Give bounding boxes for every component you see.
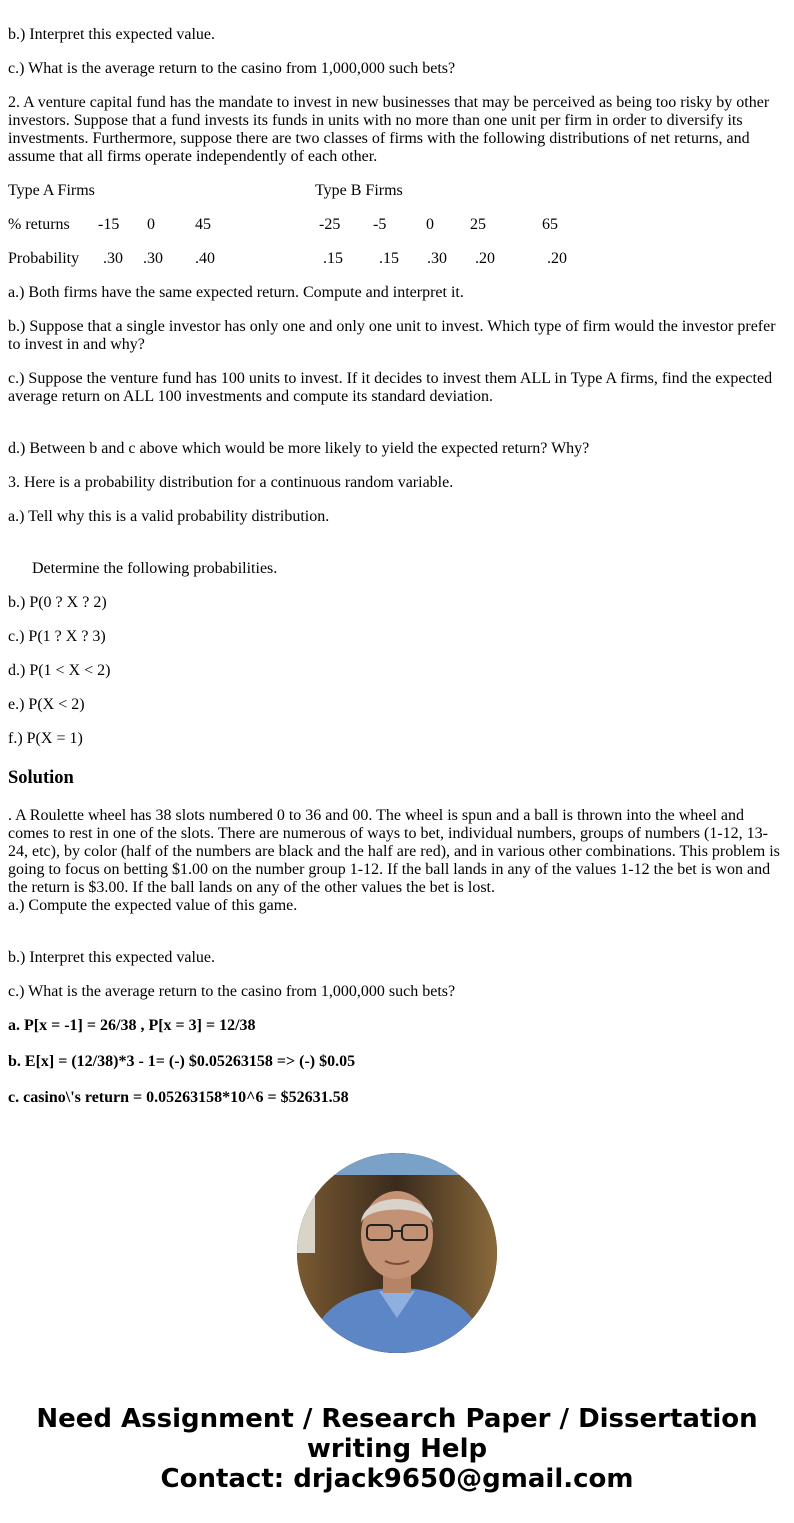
type-b-return: -25 <box>319 216 341 233</box>
q2-part-d: d.) Between b and c above which would be more likely to yield the expected return? Why? <box>8 440 590 457</box>
type-a-return: 0 <box>147 216 155 233</box>
solution-restated-question: . A Roulette wheel has 38 slots numbered 0 to 36 and 00. The wheel is spun and a ball is thrown into the wheel and comes to rest in one of the slots. There are numerous of ways to bet, individual numbers, groups of numbers (1-12, 13-24, etc), by color (half of the numbers are black and the half are red), and in various other combinations. This problem is going to focus on betting $1.00 on the number group 1-12. If the ball lands in any of the values 1-12 the bet is won and the return is $3.00. If the ball lands on any of the other values the bet is lost. <box>8 807 780 896</box>
type-a-prob: .30 <box>143 250 163 267</box>
type-b-return: 0 <box>426 216 434 233</box>
q2-part-b: b.) Suppose that a single investor has only one and only one unit to invest. Which type of firm would the investor prefer to invest in and why? <box>8 318 776 353</box>
type-b-label: Type B Firms <box>315 182 403 199</box>
type-b-prob: .15 <box>323 250 343 267</box>
solution-heading: Solution <box>8 768 74 788</box>
q2-part-a: a.) Both firms have the same expected return. Compute and interpret it. <box>8 284 464 301</box>
type-b-return: 25 <box>470 216 486 233</box>
author-photo-illustration <box>297 1153 497 1353</box>
q2-intro: 2. A venture capital fund has the mandate to invest in new businesses that may be perceived as being too risky by other investors. Suppose that a fund invests its funds in units with no more than one unit per firm in order to diversify its investments. Furthermore, suppose there are two classes of firms with the following distributions of net returns, and assume that all firms operate independently of each other. <box>8 94 770 165</box>
footer-contact-email: Contact: drjack9650@gmail.com <box>160 1464 634 1494</box>
q1-part-c: c.) What is the average return to the casino from 1,000,000 such bets? <box>8 60 456 77</box>
type-a-return: -15 <box>98 216 120 233</box>
q3-part-d: d.) P(1 < X < 2) <box>8 662 111 679</box>
q3-part-b: b.) P(0 ? X ? 2) <box>8 594 107 611</box>
answer-a: a. P[x = -1] = 26/38 , P[x = 3] = 12/38 <box>8 1017 256 1034</box>
footer-line-2: writing Help <box>306 1434 488 1464</box>
type-b-return: 65 <box>542 216 558 233</box>
type-b-prob: .20 <box>475 250 495 267</box>
q3-part-e: e.) P(X < 2) <box>8 696 85 713</box>
returns-label: % returns <box>8 216 70 233</box>
author-photo <box>297 1153 497 1353</box>
q2-part-c: c.) Suppose the venture fund has 100 units to invest. If it decides to invest them ALL in Type A firms, find the expected average return on ALL 100 investments and compute its standard deviation. <box>8 370 773 405</box>
solution-part-a-question: a.) Compute the expected value of this game. <box>8 897 298 914</box>
type-a-label: Type A Firms <box>8 182 95 199</box>
probability-label: Probability <box>8 250 80 267</box>
type-a-prob: .40 <box>195 250 215 267</box>
type-b-prob: .30 <box>427 250 447 267</box>
q3-part-f: f.) P(X = 1) <box>8 730 83 747</box>
q3-intro: 3. Here is a probability distribution for a continuous random variable. <box>8 474 454 491</box>
type-a-return: 45 <box>195 216 211 233</box>
q1-part-b: b.) Interpret this expected value. <box>8 26 216 43</box>
solution-part-b-question: b.) Interpret this expected value. <box>8 949 216 966</box>
type-b-return: -5 <box>373 216 387 233</box>
q3-determine: Determine the following probabilities. <box>32 560 278 577</box>
answer-c: c. casino\'s return = 0.05263158*10^6 = $52631.58 <box>8 1089 349 1106</box>
footer-line-1: Need Assignment / Research Paper / Dissertation <box>36 1404 758 1434</box>
q3-part-c: c.) P(1 ? X ? 3) <box>8 628 106 645</box>
footer-contact <box>0 1404 794 1494</box>
type-a-prob: .30 <box>103 250 123 267</box>
answer-b: b. E[x] = (12/38)*3 - 1= (-) $0.05263158 => (-) $0.05 <box>8 1053 356 1070</box>
q3-part-a: a.) Tell why this is a valid probability distribution. <box>8 508 330 525</box>
solution-part-c-question: c.) What is the average return to the casino from 1,000,000 such bets? <box>8 983 456 1000</box>
type-b-prob: .15 <box>379 250 399 267</box>
type-b-prob: .20 <box>547 250 567 267</box>
